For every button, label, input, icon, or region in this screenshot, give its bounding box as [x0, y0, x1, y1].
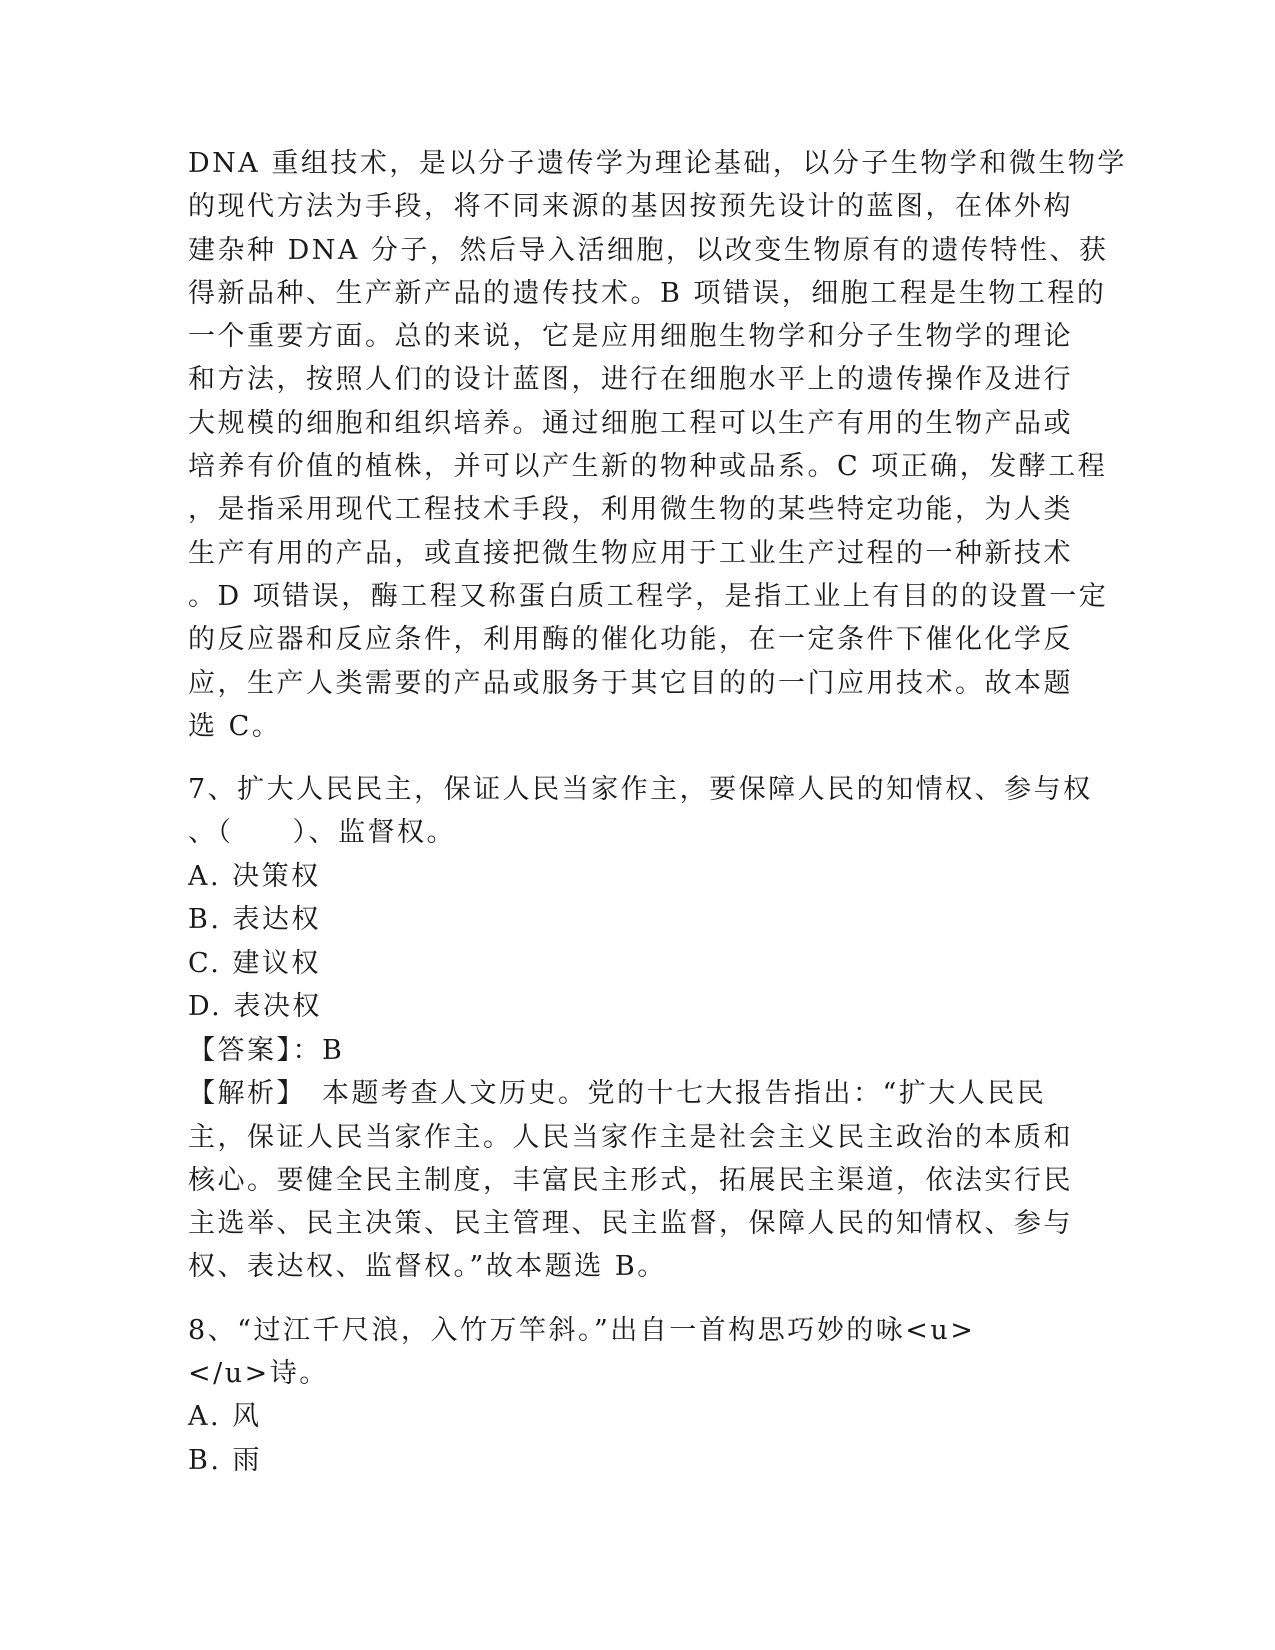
option-c: C. 建议权 [188, 947, 321, 979]
analysis-line: 主，保证人民当家作主。人民当家作主是社会主义民主政治的本质和 [188, 1121, 1073, 1153]
paragraph-line: 建杂种 DNA 分子，然后导入活细胞，以改变生物原有的遗传特性、获 [188, 234, 1109, 266]
option-a: A. 决策权 [188, 860, 321, 892]
paragraph-line: 一个重要方面。总的来说，它是应用细胞生物学和分子生物学的理论 [188, 321, 1073, 353]
paragraph-line: 培养有价值的植株，并可以产生新的物种或品系。C 项正确，发酵工程 [188, 451, 1108, 483]
paragraph-line: DNA 重组技术，是以分子遗传学为理论基础，以分子生物学和微生物学 [188, 148, 1127, 179]
analysis-line: 主选举、民主决策、民主管理、民主监督，保障人民的知情权、参与 [188, 1208, 1073, 1240]
analysis-line: 核心。要健全民主制度，丰富民主形式，拓展民主渠道，依法实行民 [188, 1164, 1073, 1196]
paragraph-line: 选 C。 [188, 710, 282, 742]
spacer [188, 1289, 1088, 1309]
option-b: B. 雨 [188, 1444, 263, 1476]
paragraph-line: 和方法，按照人们的设计蓝图，进行在细胞水平上的遗传操作及进行 [188, 364, 1073, 396]
paragraph-line: 大规模的细胞和组织培养。通过细胞工程可以生产有用的生物产品或 [188, 407, 1073, 439]
answer-line: 【答案】：B [188, 1034, 345, 1066]
question-7 [188, 768, 1093, 1289]
paragraph-line: 应，生产人类需要的产品或服务于其它目的的一门应用技术。故本题 [188, 667, 1073, 699]
paragraph-line: 的现代方法为手段，将不同来源的基因按预先设计的蓝图，在体外构 [188, 191, 1073, 223]
question-stem-line: 7、扩大人民民主，保证人民当家作主，要保障人民的知情权、参与权 [188, 774, 1093, 806]
spacer [188, 748, 1088, 768]
paragraph-line: 得新品种、生产新产品的遗传技术。B 项错误，细胞工程是生物工程的 [188, 277, 1107, 309]
paragraph-line: 的反应器和反应条件，利用酶的催化功能，在一定条件下催化化学反 [188, 624, 1073, 656]
paragraph-line: 生产有用的产品，或直接把微生物应用于工业生产过程的一种新技术 [188, 537, 1073, 569]
paragraph-line: 。D 项错误，酶工程又称蛋白质工程学，是指工业上有目的的设置一定 [188, 580, 1109, 612]
question-stem-line: 8、“过江千尺浪，入竹万竿斜。”出自一首构思巧妙的咏<u> [188, 1314, 976, 1346]
question-stem-line: </u>诗。 [188, 1358, 329, 1390]
analysis-line: 权、表达权、监督权。”故本题选 B。 [188, 1251, 667, 1283]
paragraph-line: ，是指采用现代工程技术手段，利用微生物的某些特定功能，为人类 [188, 494, 1073, 526]
option-b: B. 表达权 [188, 904, 322, 936]
option-d: D. 表决权 [188, 991, 322, 1023]
option-a: A. 风 [188, 1401, 262, 1433]
analysis-line: 【解析】 本题考查人文历史。党的十七大报告指出：“扩大人民民 [188, 1078, 1047, 1110]
document-content [188, 142, 1127, 1482]
question-8 [188, 1309, 1088, 1483]
explanation-q6 [188, 142, 1127, 748]
question-stem-line: 、（ ）、监督权。 [188, 817, 456, 849]
